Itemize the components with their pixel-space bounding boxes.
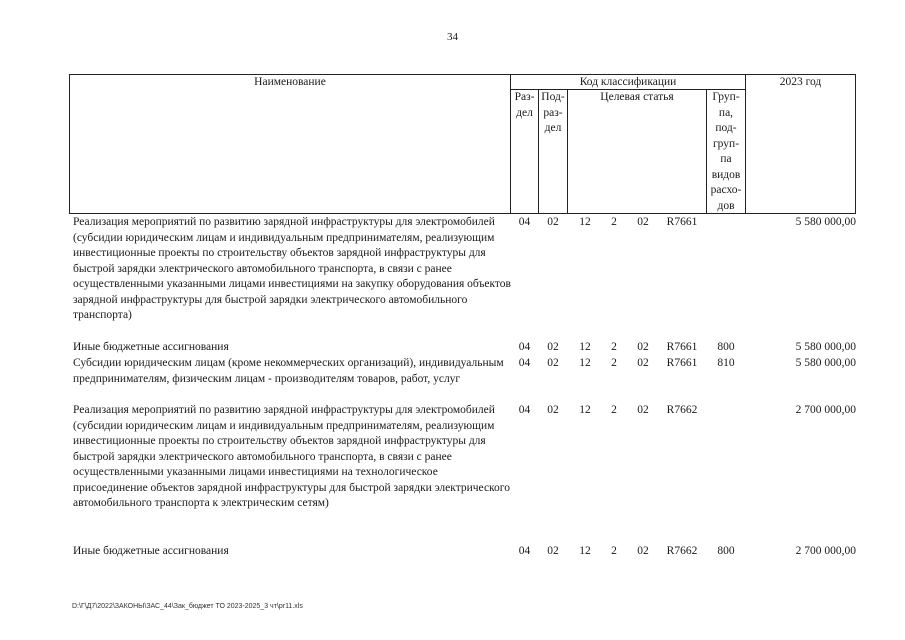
row-razdel: 04	[518, 404, 531, 416]
header-podrazdel-line: Под-	[541, 91, 565, 103]
row-name: Реализация мероприятий по развитию зарядной инфраструктуры для электромобилей (субсидии юридическим лицам и индивидуальным предпринимателям, реализующим инвестиционные проекты по строительству объектов зарядной инфраструктуры для быстрой зарядки электрического автомобильного транспорта, в связи с ранее осуществленными указанными лицами инвестициями на технологическое присоединение объектов зарядной инфраструктуры для быстрой зарядки электрического автомобильного транспорта к электрическим сетям)	[73, 404, 510, 509]
row-target-event: 02	[637, 545, 649, 557]
row-podrazdel: 02	[547, 216, 559, 228]
row-amount: 5 580 000,00	[795, 216, 856, 228]
header-group-line: расхо-	[710, 184, 742, 196]
row-target-code: R7661	[666, 357, 698, 369]
header-code-group: Код классификации	[579, 76, 677, 88]
header-year: 2023 год	[779, 76, 822, 88]
row-target-subprogram: 2	[611, 216, 617, 228]
header-group-line: Груп-	[712, 91, 740, 103]
row-target-subprogram: 2	[611, 357, 617, 369]
row-name: Иные бюджетные ассигнования	[73, 545, 229, 557]
row-razdel: 04	[518, 216, 531, 228]
row-target-event: 02	[637, 357, 649, 369]
header-podrazdel-line: дел	[544, 122, 562, 134]
row-podrazdel: 02	[547, 545, 559, 557]
row-amount: 5 580 000,00	[795, 341, 856, 353]
header-target: Целевая статья	[600, 91, 674, 103]
header-group-line: видов	[711, 168, 741, 181]
footer-file-path: D:\Г\Д7\2022\ЗАКОНЫ\ЗАС_44\Зак_бюджет ТО 2023-2025_3 чт\pr11.xls	[72, 603, 303, 610]
row-target-program: 12	[579, 357, 591, 369]
row-name: Иные бюджетные ассигнования	[73, 341, 229, 353]
header-group-line: дов	[717, 199, 735, 212]
row-target-subprogram: 2	[611, 341, 617, 353]
row-podrazdel: 02	[547, 341, 559, 353]
row-target-code: R7662	[666, 404, 698, 416]
row-target-program: 12	[579, 404, 591, 416]
header-group	[707, 90, 745, 214]
header-group-line: груп-	[712, 137, 740, 150]
row-group: 800	[717, 341, 735, 353]
row-group: 810	[717, 357, 735, 369]
row-podrazdel: 02	[547, 404, 559, 416]
row-target-program: 12	[579, 545, 591, 557]
row-podrazdel: 02	[547, 357, 559, 369]
row-target-program: 12	[579, 216, 591, 228]
row-target-event: 02	[637, 404, 649, 416]
row-target-subprogram: 2	[611, 545, 617, 557]
row-target-event: 02	[637, 216, 649, 228]
header-group-line: па,	[718, 106, 734, 119]
row-amount: 2 700 000,00	[795, 545, 856, 557]
header-razdel-line: Раз-	[514, 91, 535, 103]
row-razdel: 04	[518, 341, 531, 353]
row-amount: 2 700 000,00	[795, 404, 856, 416]
row-amount: 5 580 000,00	[795, 357, 856, 369]
header-group-line: под-	[715, 122, 737, 134]
header-razdel-line: дел	[516, 106, 533, 119]
row-target-subprogram: 2	[611, 404, 617, 416]
row-name: Реализация мероприятий по развитию зарядной инфраструктуры для электромобилей (субсидии юридическим лицам и индивидуальным предпринимателям, реализующим инвестиционные проекты по строительству объектов зарядной инфраструктуры для быстрой зарядки электрического автомобильного транспорта, в связи с ранее осуществленными указанными лицами инвестициями на закупку оборудования объектов зарядной инфраструктуры для быстрой зарядки электрического автомобильного транспорта)	[73, 216, 511, 321]
row-group: 800	[717, 545, 735, 557]
page-number: 34	[447, 31, 458, 43]
row-target-code: R7662	[666, 545, 698, 557]
row-target-program: 12	[579, 341, 591, 353]
header-group-line: па	[720, 153, 732, 165]
row-target-code: R7661	[666, 216, 698, 228]
header-podrazdel	[539, 90, 567, 137]
row-razdel: 04	[518, 357, 531, 369]
row-name: Субсидии юридическим лицам (кроме некоммерческих организаций), индивидуальным предпринимателям, физическим лицам - производителям товаров, работ, услуг	[73, 357, 504, 385]
row-razdel: 04	[518, 545, 531, 557]
row-target-code: R7661	[666, 341, 698, 353]
row-target-event: 02	[637, 341, 649, 353]
header-name: Наименование	[254, 76, 326, 88]
header-razdel	[511, 90, 538, 121]
header-podrazdel-line: раз-	[543, 106, 563, 119]
